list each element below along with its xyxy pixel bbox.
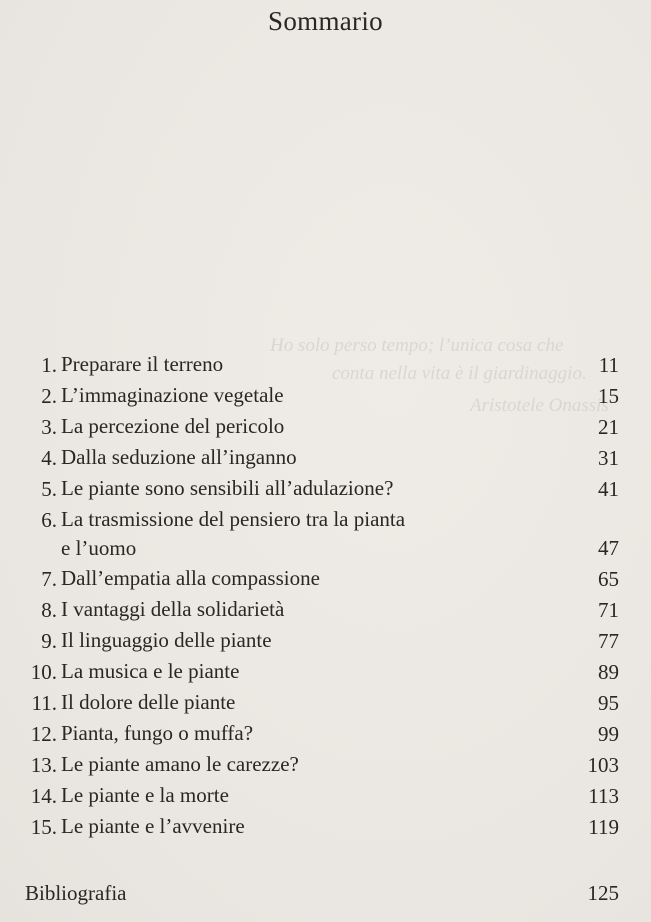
chapter-number: 12. (30, 722, 57, 746)
chapter-number: 8. (41, 598, 57, 622)
page-number: 77 (598, 629, 619, 653)
table-of-contents (0, 350, 651, 843)
toc-entry (0, 626, 651, 657)
chapter-title: Dall’empatia alla compassione (61, 566, 320, 590)
chapter-title: Le piante e la morte (61, 783, 229, 807)
toc-entry (0, 505, 651, 564)
toc-entry (0, 381, 651, 412)
chapter-title: La musica e le piante (61, 659, 240, 683)
page-number: 103 (587, 753, 619, 777)
chapter-title: Dalla seduzione all’inganno (61, 445, 297, 469)
chapter-title: L’immaginazione vegetale (61, 383, 284, 407)
toc-entry (0, 595, 651, 626)
chapter-title-line-1: La trasmissione del pensiero tra la pianta (61, 507, 406, 531)
bibliography-entry (0, 878, 651, 909)
page-number: 89 (598, 660, 619, 684)
chapter-title (61, 505, 561, 563)
chapter-title: Pianta, fungo o muffa? (61, 721, 254, 745)
page-number: 47 (598, 536, 619, 560)
chapter-title: Le piante e l’avvenire (61, 814, 245, 838)
page-number: 71 (598, 598, 619, 622)
chapter-number: 15. (30, 815, 57, 839)
chapter-title-line-2: e l’uomo (61, 536, 137, 560)
chapter-number: 6. (41, 508, 57, 532)
chapter-number: 2. (41, 384, 57, 408)
chapter-title: La percezione del pericolo (61, 414, 285, 438)
chapter-title: Le piante amano le carezze? (61, 752, 299, 776)
toc-entry (0, 443, 651, 474)
chapter-title: I vantaggi della solidarietà (61, 597, 285, 621)
bibliography-title: Bibliografia (25, 881, 127, 905)
toc-entry (0, 412, 651, 443)
chapter-number: 11. (31, 691, 57, 715)
chapter-number: 14. (30, 784, 57, 808)
show-through-text: conta nella vita è il giardinaggio. (332, 363, 587, 384)
show-through-text: Aristotele Onassis (470, 395, 609, 416)
toc-entry (0, 719, 651, 750)
chapter-number: 13. (30, 753, 57, 777)
chapter-title: Il linguaggio delle piante (61, 628, 272, 652)
toc-entry (0, 688, 651, 719)
chapter-number: 4. (41, 446, 57, 470)
page-number: 11 (598, 353, 619, 377)
page-title: Sommario (268, 6, 383, 36)
page-number: 125 (587, 881, 619, 905)
toc-entry (0, 657, 651, 688)
chapter-number: 3. (41, 415, 57, 439)
toc-entry (0, 750, 651, 781)
chapter-number: 10. (30, 660, 57, 684)
page-number: 21 (598, 415, 619, 439)
chapter-number: 1. (41, 353, 57, 377)
page-number: 95 (598, 691, 619, 715)
chapter-title: Le piante sono sensibili all’adulazione? (61, 476, 394, 500)
page-number: 113 (588, 784, 619, 808)
chapter-title: Il dolore delle piante (61, 690, 236, 714)
page-number: 99 (598, 722, 619, 746)
chapter-number: 5. (41, 477, 57, 501)
page-number: 41 (598, 477, 619, 501)
toc-entry (0, 564, 651, 595)
page-number: 15 (598, 384, 619, 408)
show-through-text: Ho solo perso tempo; l’unica cosa che (270, 335, 564, 356)
chapter-title: Preparare il terreno (61, 352, 224, 376)
page-number: 31 (598, 446, 619, 470)
chapter-number: 7. (41, 567, 57, 591)
page-number: 65 (598, 567, 619, 591)
toc-entry (0, 781, 651, 812)
page-number: 119 (588, 815, 619, 839)
chapter-number: 9. (41, 629, 57, 653)
toc-entry (0, 474, 651, 505)
toc-entry (0, 812, 651, 843)
toc-entry (0, 350, 651, 381)
